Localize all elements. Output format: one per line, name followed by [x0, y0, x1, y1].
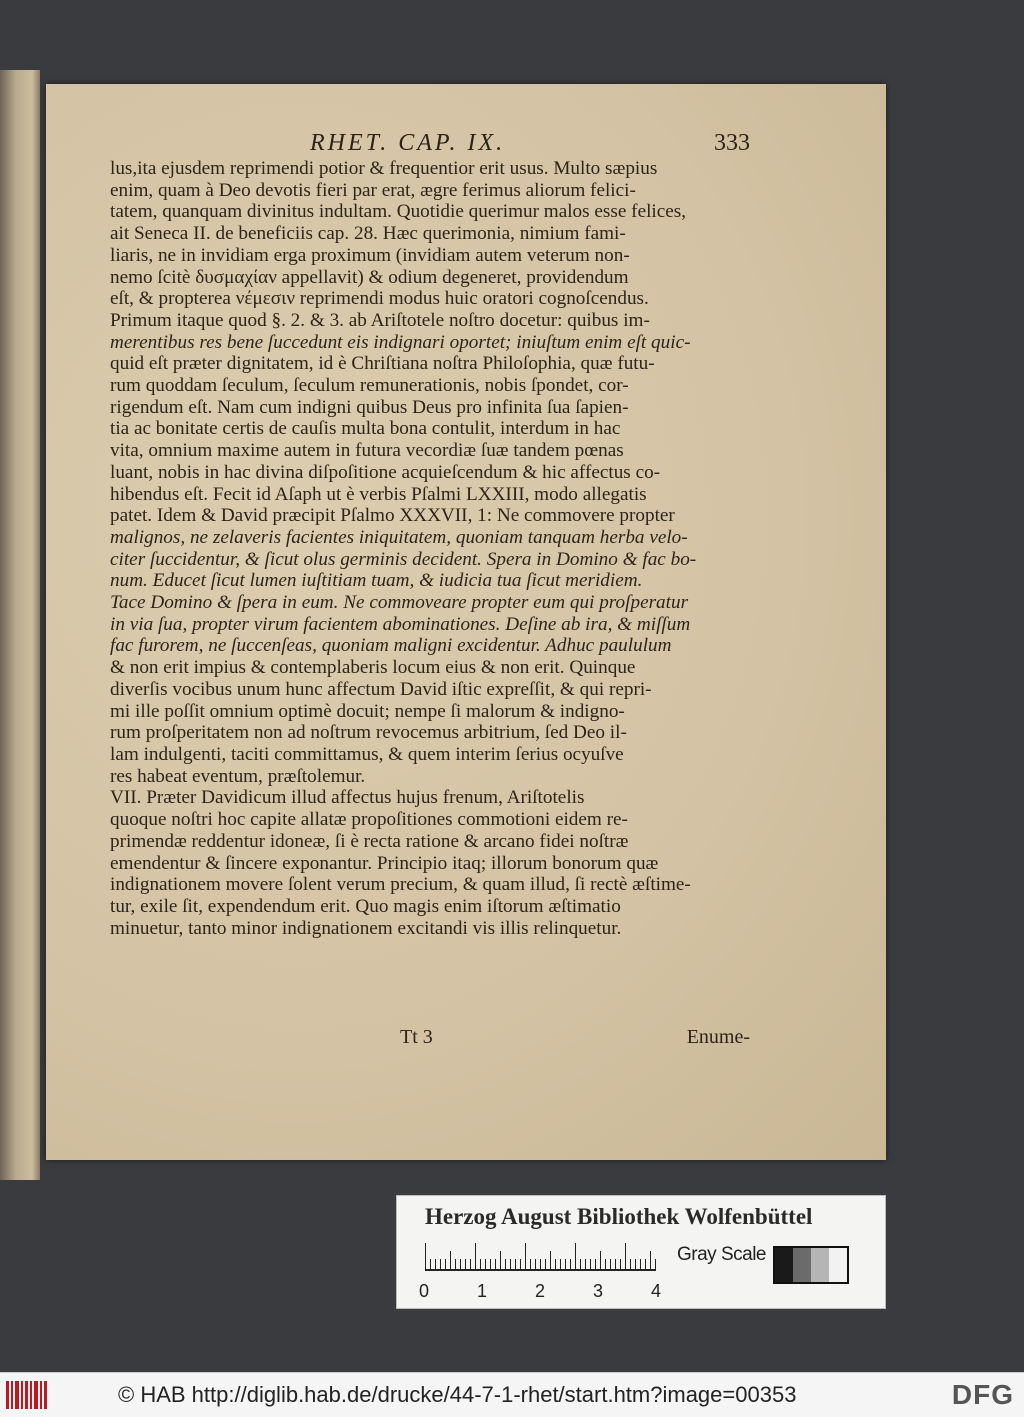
text-line: mi ille poſſit omnium optimè docuit; nempe ſi malorum & indigno-: [110, 700, 625, 722]
text-line: quid eſt præter dignitatem, id è Chriſtiana noſtra Philoſophia, quæ futu-: [110, 353, 655, 375]
running-header: [110, 130, 750, 156]
ruler-tick: [545, 1259, 546, 1271]
text-line: num. Educet ſicut lumen iuſtitiam tuam, & iudicia tua ſicut meridiem.: [110, 570, 643, 592]
ruler-tick: [455, 1259, 456, 1271]
ruler-tick: [485, 1259, 486, 1271]
ruler-tick: [465, 1259, 466, 1271]
copyright-link[interactable]: © HAB http://diglib.hab.de/drucke/44-7-1-rhet/start.htm?image=00353: [118, 1382, 797, 1407]
text-line: VII. Præter Davidicum illud affectus hujus frenum, Ariſtotelis: [110, 787, 585, 809]
ruler-number: 0: [419, 1281, 430, 1301]
ruler-tick: [520, 1259, 521, 1271]
gray-swatch: [829, 1248, 847, 1282]
text-line: Primum itaque quod §. 2. & 3. ab Ariſtotele noſtro docetur: quibus im-: [110, 309, 650, 331]
ruler-tick: [595, 1259, 596, 1271]
ruler-tick: [615, 1259, 616, 1271]
text-line: diverſis vocibus unum hunc affectum David iſtic expreſſit, & qui repri-: [110, 678, 652, 700]
ruler-tick: [475, 1243, 476, 1271]
ruler-tick: [490, 1259, 491, 1271]
ruler-tick: [585, 1259, 586, 1271]
page-footer: [110, 1026, 760, 1052]
ruler-tick: [625, 1243, 626, 1271]
gray-scale-swatches: [773, 1246, 849, 1284]
text-line: indignationem movere ſolent verum precium, & quam illud, ſi rectè æſtime-: [110, 874, 691, 896]
ruler-tick: [505, 1259, 506, 1271]
ruler-tick: [560, 1259, 561, 1271]
text-line: luant, nobis in hac divina diſpoſitione acquieſcendum & hic affectus co-: [110, 461, 661, 483]
previous-page-edge: [0, 70, 40, 1180]
ruler-tick: [590, 1259, 591, 1271]
color-target-card: [396, 1195, 886, 1309]
text-line: ait Seneca II. de beneficiis cap. 28. Hæc querimonia, nimium fami-: [110, 223, 626, 245]
ruler-tick: [600, 1251, 601, 1271]
text-line: enim, quam à Deo devotis fieri par erat, ægre ferimus aliorum felici-: [110, 179, 636, 201]
ruler-number: 3: [593, 1281, 604, 1301]
text-line: minuetur, tanto minor indignationem excitandi vis illis relinquetur.: [110, 917, 622, 939]
ruler-tick: [540, 1259, 541, 1271]
text-line: merentibus res bene ſuccedunt eis indignari oportet; iniuſtum enim eſt quic-: [110, 331, 691, 353]
text-line: fac furorem, ne ſuccenſeas, quoniam maligni excidentur. Adhuc paululum: [110, 635, 672, 657]
ruler-tick: [510, 1259, 511, 1271]
text-line: tia ac bonitate certis de cauſis multa bona contulit, interdum in hac: [110, 418, 621, 440]
ruler-tick: [430, 1259, 431, 1271]
ruler-tick: [445, 1259, 446, 1271]
page-body-text: [110, 158, 760, 939]
text-line: malignos, ne zelaveris facientes iniquitatem, quoniam tanquam herba velo-: [110, 526, 688, 548]
text-line: emendentur & ſincere exponantur. Principio itaq; illorum bonorum quæ: [110, 852, 659, 874]
ruler-tick: [655, 1259, 656, 1271]
ruler-number: 2: [535, 1281, 546, 1301]
ruler-tick: [620, 1259, 621, 1271]
ruler-tick: [645, 1259, 646, 1271]
text-line: nemo ſcitè δυσμαχίαν appellavit) & odium degeneret, providendum: [110, 266, 629, 288]
ruler-tick: [435, 1259, 436, 1271]
text-line: tatem, quanquam divinitus indultam. Quotidie querimur malos esse felices,: [110, 201, 687, 223]
ruler-tick: [570, 1259, 571, 1271]
text-line: patet. Idem & David præcipit Pſalmo XXXVII, 1: Ne commovere propter: [110, 505, 675, 527]
hab-barcode-icon: [6, 1381, 48, 1409]
ruler-tick: [495, 1259, 496, 1271]
text-line: vita, omnium maxime autem in futura vecordiæ ſuæ tandem pœnas: [110, 440, 624, 462]
ruler-tick: [450, 1251, 451, 1271]
ruler-tick: [470, 1259, 471, 1271]
ruler-tick: [610, 1259, 611, 1271]
library-name: Herzog August Bibliothek Wolfenbüttel: [425, 1204, 813, 1229]
ruler-number: 4: [651, 1281, 662, 1301]
text-line: tur, exile ſit, expendendum erit. Quo magis enim iſtorum æſtimatio: [110, 895, 621, 917]
text-line: lus,ita ejusdem reprimendi potior & frequentior erit usus. Multo sæpius: [110, 158, 658, 179]
ruler-tick: [575, 1243, 576, 1271]
ruler-tick: [550, 1251, 551, 1271]
text-line: rigendum eſt. Nam cum indigni quibus Deus pro infinita ſua ſapien-: [110, 396, 629, 418]
text-line: hibendus eſt. Fecit id Aſaph ut è verbis Pſalmi LXXIII, modo allegatis: [110, 483, 647, 505]
ruler-tick: [535, 1259, 536, 1271]
gray-swatch: [793, 1248, 811, 1282]
running-title: RHET. CAP. IX.: [310, 130, 506, 156]
ruler-tick: [565, 1259, 566, 1271]
ruler-tick: [530, 1259, 531, 1271]
ruler-tick: [500, 1251, 501, 1271]
text-line: & non erit impius & contemplaberis locum eius & non erit. Quinque: [110, 657, 636, 679]
scale-ruler: [425, 1241, 655, 1271]
dfg-logo: DFG: [951, 1379, 1014, 1410]
text-line: quoque noſtri hoc capite allatæ propoſitiones commotioni eidem re-: [110, 809, 628, 831]
ruler-tick: [650, 1251, 651, 1271]
gray-scale-label: Gray Scale: [677, 1244, 766, 1265]
catchword: Enume-: [686, 1026, 750, 1048]
text-line: lam indulgenti, taciti committamus, & quem interim ſerius ocyuſve: [110, 743, 624, 765]
text-line: Tace Domino & ſpera in eum. Ne commoveare propter eum qui proſperatur: [110, 592, 689, 614]
ruler-tick: [605, 1259, 606, 1271]
ruler-tick: [630, 1259, 631, 1271]
page-number: 333: [714, 130, 750, 156]
ruler-number: 1: [477, 1281, 488, 1301]
ruler-tick: [525, 1243, 526, 1271]
text-line: eſt, & propterea νέμεσιν reprimendi modus huic oratori cognoſcendus.: [110, 288, 649, 310]
signature-mark: Tt 3: [400, 1026, 433, 1048]
ruler-tick: [635, 1259, 636, 1271]
text-line: liaris, ne in invidiam erga proximum (invidiam autem veterum non-: [110, 244, 630, 266]
text-line: res habeat eventum, præſtolemur.: [110, 765, 366, 787]
gray-swatch: [811, 1248, 829, 1282]
ruler-tick: [480, 1259, 481, 1271]
text-line: rum quoddam ſeculum, ſeculum remunerationis, nobis ſpondet, cor-: [110, 375, 629, 397]
bottom-bar: [0, 1372, 1024, 1417]
ruler-tick: [460, 1259, 461, 1271]
ruler-tick: [580, 1259, 581, 1271]
gray-swatch: [775, 1248, 793, 1282]
ruler-tick: [515, 1259, 516, 1271]
ruler-tick: [640, 1259, 641, 1271]
ruler-tick: [440, 1259, 441, 1271]
text-line: rum proſperitatem non ad noſtrum revocemus arbitrium, ſed Deo il-: [110, 722, 627, 744]
text-line: citer ſuccidentur, & ſicut olus germinis decident. Spera in Domino & fac bo-: [110, 548, 697, 570]
text-line: in via ſua, propter virum facientem abominationes. Deſine ab ira, & miſſum: [110, 613, 691, 635]
text-line: primendæ reddentur idoneæ, ſi è recta ratione & arcano fidei noſtræ: [110, 830, 629, 852]
ruler-tick: [425, 1243, 426, 1271]
ruler-tick: [555, 1259, 556, 1271]
